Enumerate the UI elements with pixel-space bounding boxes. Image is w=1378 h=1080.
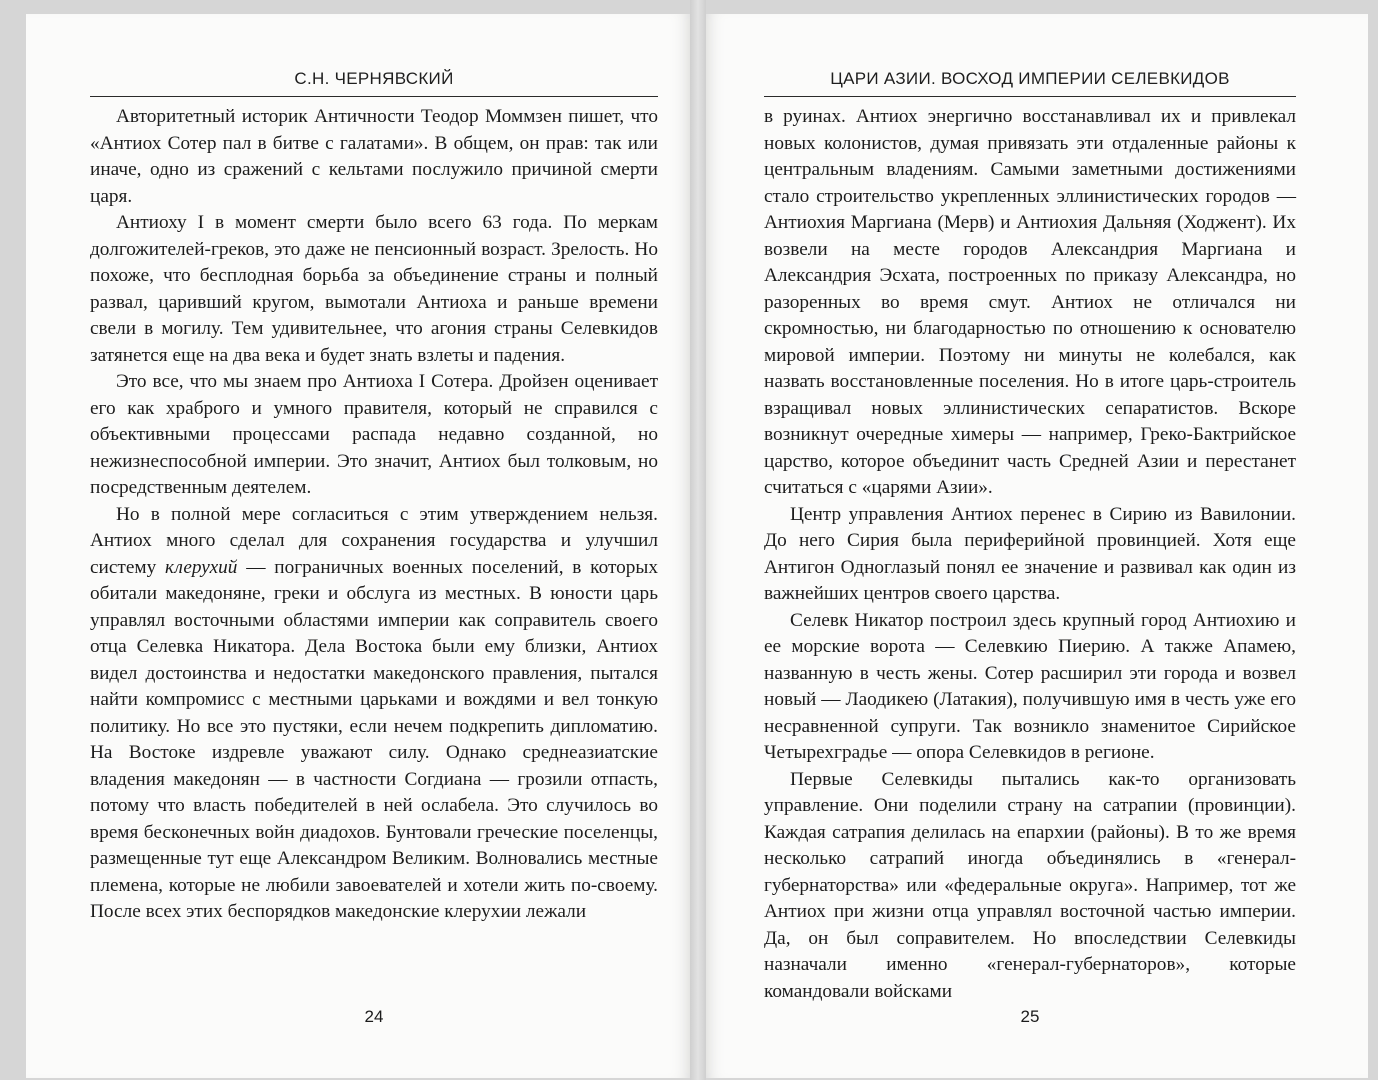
left-paragraph-3: Это все, что мы знаем про Антиоха I Сотера. Дройзен оценивает его как храброго и умного правителя, который не справился с объективными процессами распада недавно созданной, но нежизнеспособной империи. Это значит, Антиох был толковым, но посредственным деятелем. [90, 371, 658, 498]
left-paragraph-4-start: Но в полной мере согласиться с этим утверждением нельзя. Антиох много сделал для сохранения государства и улучшил систему [90, 503, 658, 578]
left-running-head: С.Н. ЧЕРНЯВСКИЙ [90, 62, 658, 97]
right-paragraph-4: Первые Селевкиды пытались как-то организовать управление. Они поделили страну на сатрапии (провинции). Каждая сатрапия делилась на епархии (районы). В то же время несколько сатрапий иногда объединялись в «генерал-губернаторства» или «федеральные округа». Например, тот же Антиох при жизни отца управлял восточной частью империи. Да, он был соправителем. Но впоследствии Селевкиды назначали именно «генерал-губернаторов», которые командовали войсками [764, 768, 1296, 1002]
right-running-head: ЦАРИ АЗИИ. ВОСХОД ИМПЕРИИ СЕЛЕВКИДОВ [764, 62, 1296, 97]
left-page-number: 24 [364, 1007, 384, 1026]
right-page-number: 25 [1020, 1007, 1040, 1026]
left-paragraph-2: Антиоху I в момент смерти было всего 63 года. По меркам долгожителей-греков, это даже не пенсионный возраст. Зрелость. Но похоже, что бесплодная борьба за объединение страны и полный развал, царивший кругом, вымотали Антиоха и раньше времени свели в могилу. Тем удивительнее, что агония страны Селевкидов затянется еще на два века и будет знать взлеты и падения. [90, 212, 658, 366]
left-paragraph-4 [90, 502, 658, 926]
left-page [26, 14, 690, 1078]
right-paragraph-1: в руинах. Антиох энергично восстанавливал их и привлекал новых колонистов, думая привязать эти отдаленные районы к центральным владениям. Самыми заметными достижениями стало строительство укрепленных эллинистических городов — Антиохия Маргиана (Мерв) и Антиохия Дальняя (Ходжент). Их возвели на месте городов Александрия Маргиана и Александрия Эсхата, построенных по приказу Александра, но разоренных во время смут. Антиох не отличался ни скромностью, ни благодарностью по отношению к основателю мировой империи. Поэтому ни минуты не колебался, как назвать восстановленные поселения. Но в итоге царь-строитель взращивал новых эллинистических сепаратистов. Вскоре возникнут очередные химеры — например, Греко-Бактрийское царство, которое объединит часть Средней Азии и перестанет считаться с «царями Азии». [764, 106, 1296, 498]
left-paragraph-4-end: — пограничных военных поселений, в которых обитали македоняне, греки и обслуга из местных. В юности царь управлял восточными областями империи как соправитель своего отца Селевка Никатора. Дела Востока были ему близки, Антиох видел достоинства и недостатки македонского правления, пытался найти компромисс с местными царьками и вождями и вел тонкую политику. Но все это пустяки, если нечем подкрепить дипломатию. На Востоке издревле уважают силу. Однако среднеазиатские владения македонян — в частности Согдиана — грозили отпасть, потому что власть победителей в ней ослабела. Это случилось во время бесконечных войн диадохов. Бунтовали греческие поселенцы, размещенные тут еще Александром Великим. Волновались местные племена, которые не любили завоевателей и хотели жить по-своему. После всех этих беспорядков македонские клерухии лежали [90, 556, 658, 922]
italic-term-klerukhii: клерухий [165, 556, 238, 578]
right-paragraph-3: Селевк Никатор построил здесь крупный город Антиохию и ее морские ворота — Селевкию Пиерию. А также Апамею, названную в честь жены. Сотер расширил эти города и возвел новый — Лаодикею (Латакия), получившую имя в честь уже его несравненной супруги. Так возникло знаменитое Сирийское Четырехградье — опора Селевкидов в регионе. [764, 609, 1296, 763]
book-gutter [690, 0, 706, 1080]
left-paragraph-1: Авторитетный историк Античности Теодор Моммзен пишет, что «Антиох Сотер пал в битве с галатами». В общем, он прав: так или иначе, одно из сражений с кельтами послужило причиной смерти царя. [90, 106, 658, 207]
right-page-text [764, 104, 1296, 1005]
right-paragraph-2: Центр управления Антиох перенес в Сирию из Вавилонии. До него Сирия была периферийной провинцией. Хотя еще Антигон Одноглазый понял ее значение и развивал как один из важнейших центров своего царства. [764, 503, 1296, 604]
right-page [706, 14, 1368, 1078]
left-page-text [90, 104, 658, 926]
